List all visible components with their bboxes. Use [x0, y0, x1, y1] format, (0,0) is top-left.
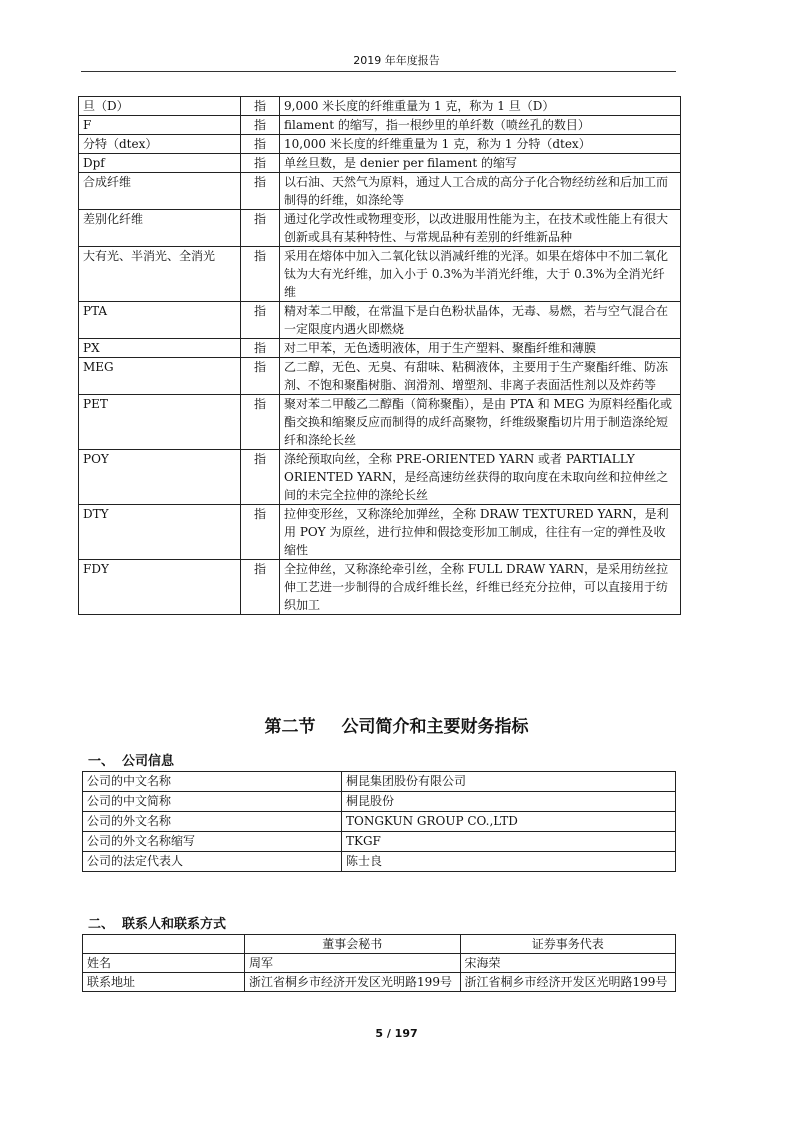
row-value: TKGF [342, 832, 676, 852]
contact-heading [88, 913, 226, 932]
table-row [83, 792, 676, 812]
glossary-term: MEG [79, 358, 241, 395]
representative-value: 宋海荣 [460, 954, 675, 973]
glossary-row [79, 154, 681, 173]
glossary-row [79, 247, 681, 302]
table-row [83, 772, 676, 792]
glossary-separator: 指 [241, 339, 280, 358]
glossary-row [79, 135, 681, 154]
glossary-definition: 单丝旦数，是 denier per filament 的缩写 [280, 154, 681, 173]
glossary-term: 旦（D） [79, 97, 241, 116]
glossary-separator: 指 [241, 302, 280, 339]
glossary-definition: 全拉伸丝，又称涤纶牵引丝，全称 FULL DRAW YARN，是采用纺丝拉伸工艺进一步制得的合成纤维长丝，纤维已经充分拉伸，可以直接用于纺织加工 [280, 560, 681, 615]
secretary-value: 周军 [245, 954, 460, 973]
heading-number: 一、 [88, 754, 115, 769]
glossary-definition: filament 的缩写，指一根纱里的单纤数（喷丝孔的数目） [280, 116, 681, 135]
glossary-row [79, 560, 681, 615]
table-row [83, 812, 676, 832]
section-heading: 公司简介和主要财务指标 [341, 717, 529, 737]
glossary-definition: 精对苯二甲酸，在常温下是白色粉状晶体，无毒、易燃，若与空气混合在一定限度内遇火即燃烧 [280, 302, 681, 339]
glossary-separator: 指 [241, 358, 280, 395]
heading-number: 二、 [88, 917, 115, 932]
header-divider [81, 71, 676, 72]
row-label: 公司的外文名称 [83, 812, 342, 832]
glossary-definition: 10,000 米长度的纤维重量为 1 克，称为 1 分特（dtex） [280, 135, 681, 154]
heading-text: 公司信息 [122, 754, 175, 769]
heading-text: 联系人和联系方式 [122, 917, 227, 932]
glossary-definition: 对二甲苯，无色透明液体，用于生产塑料、聚酯纤维和薄膜 [280, 339, 681, 358]
column-header: 董事会秘书 [245, 935, 460, 954]
glossary-term: 合成纤维 [79, 173, 241, 210]
glossary-separator: 指 [241, 247, 280, 302]
section-title [0, 712, 793, 737]
glossary-separator: 指 [241, 116, 280, 135]
row-label: 公司的中文名称 [83, 772, 342, 792]
glossary-definition: 采用在熔体中加入二氧化钛以消减纤维的光泽。如果在熔体中不加二氧化钛为大有光纤维，加入小于 0.3%为半消光纤维，大于 0.3%为全消光纤维 [280, 247, 681, 302]
row-value: 陈士良 [342, 852, 676, 872]
glossary-term: F [79, 116, 241, 135]
glossary-row [79, 302, 681, 339]
column-header: 证券事务代表 [460, 935, 675, 954]
row-value: TONGKUN GROUP CO.,LTD [342, 812, 676, 832]
company-info-heading [88, 750, 174, 769]
glossary-term: Dpf [79, 154, 241, 173]
glossary-definition: 9,000 米长度的纤维重量为 1 克，称为 1 旦（D） [280, 97, 681, 116]
glossary-definition: 通过化学改性或物理变形，以改进服用性能为主，在技术或性能上有很大创新或具有某种特性、与常规品种有差别的纤维新品种 [280, 210, 681, 247]
glossary-term: 大有光、半消光、全消光 [79, 247, 241, 302]
glossary-definition: 聚对苯二甲酸乙二醇酯（简称聚酯），是由 PTA 和 MEG 为原料经酯化或酯交换和缩聚反应而制得的成纤高聚物，纤维级聚酯切片用于制造涤纶短纤和涤纶长丝 [280, 395, 681, 450]
table-row [83, 852, 676, 872]
section-number: 第二节 [264, 717, 316, 737]
row-label: 公司的中文简称 [83, 792, 342, 812]
glossary-term: PTA [79, 302, 241, 339]
glossary-separator: 指 [241, 450, 280, 505]
table-header-row [83, 935, 676, 954]
glossary-row [79, 505, 681, 560]
glossary-row [79, 210, 681, 247]
glossary-term: PET [79, 395, 241, 450]
glossary-row [79, 173, 681, 210]
glossary-separator: 指 [241, 560, 280, 615]
glossary-row [79, 395, 681, 450]
glossary-row [79, 97, 681, 116]
representative-value: 浙江省桐乡市经济开发区光明路199号 [460, 973, 675, 992]
glossary-separator: 指 [241, 154, 280, 173]
glossary-separator: 指 [241, 395, 280, 450]
glossary-row [79, 339, 681, 358]
row-label: 公司的法定代表人 [83, 852, 342, 872]
page-number: 5 / 197 [375, 1027, 418, 1040]
glossary-term: 分特（dtex） [79, 135, 241, 154]
glossary-row [79, 116, 681, 135]
page-header: 2019 年年度报告 [353, 54, 440, 67]
glossary-row [79, 358, 681, 395]
table-row [83, 832, 676, 852]
glossary-separator: 指 [241, 210, 280, 247]
company-info-table [82, 771, 676, 872]
glossary-table [78, 96, 681, 615]
row-label: 联系地址 [83, 973, 245, 992]
row-value: 桐昆集团股份有限公司 [342, 772, 676, 792]
glossary-definition: 乙二醇，无色、无臭、有甜味、粘稠液体，主要用于生产聚酯纤维、防冻剂、不饱和聚酯树脂、润滑剂、增塑剂、非离子表面活性剂以及炸药等 [280, 358, 681, 395]
row-value: 桐昆股份 [342, 792, 676, 812]
glossary-term: FDY [79, 560, 241, 615]
glossary-definition: 拉伸变形丝，又称涤纶加弹丝，全称 DRAW TEXTURED YARN，是利用 POY 为原丝，进行拉伸和假捻变形加工制成，往往有一定的弹性及收缩性 [280, 505, 681, 560]
glossary-term: 差别化纤维 [79, 210, 241, 247]
glossary-separator: 指 [241, 173, 280, 210]
contact-table [82, 934, 676, 992]
glossary-separator: 指 [241, 135, 280, 154]
glossary-term: DTY [79, 505, 241, 560]
glossary-term: PX [79, 339, 241, 358]
glossary-definition: 以石油、天然气为原料，通过人工合成的高分子化合物经纺丝和后加工而制得的纤维，如涤纶等 [280, 173, 681, 210]
glossary-definition: 涤纶预取向丝，全称 PRE-ORIENTED YARN 或者 PARTIALLY ORIENTED YARN，是经高速纺丝获得的取向度在未取向丝和拉伸丝之间的未完全拉伸的涤纶长丝 [280, 450, 681, 505]
row-label: 姓名 [83, 954, 245, 973]
glossary-separator: 指 [241, 505, 280, 560]
glossary-separator: 指 [241, 97, 280, 116]
glossary-term: POY [79, 450, 241, 505]
glossary-row [79, 450, 681, 505]
table-row [83, 954, 676, 973]
column-header [83, 935, 245, 954]
table-row [83, 973, 676, 992]
secretary-value: 浙江省桐乡市经济开发区光明路199号 [245, 973, 460, 992]
row-label: 公司的外文名称缩写 [83, 832, 342, 852]
